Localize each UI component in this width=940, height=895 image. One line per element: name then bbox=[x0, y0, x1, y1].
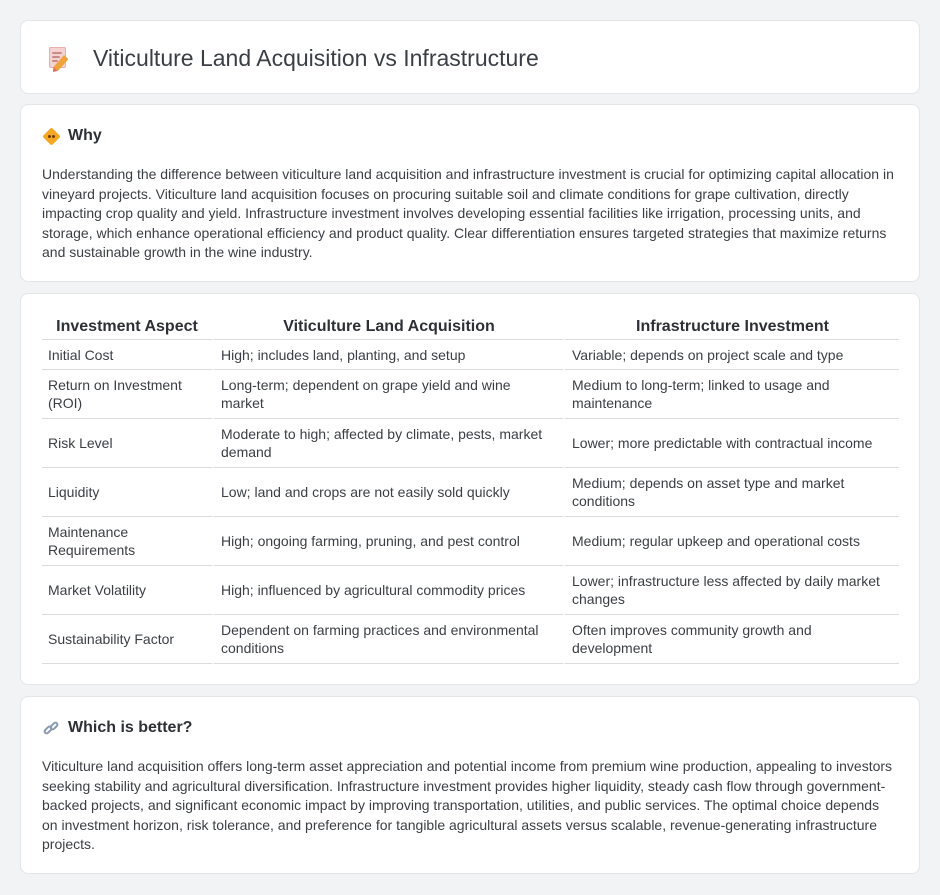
table-row bbox=[42, 370, 899, 419]
table-cell: Medium to long-term; linked to usage and maintenance bbox=[563, 370, 899, 419]
table-row bbox=[42, 566, 899, 615]
better-heading-row bbox=[43, 719, 192, 737]
table-cell: Return on Investment (ROI) bbox=[42, 370, 212, 419]
link-icon bbox=[43, 720, 60, 737]
column-header: Viticulture Land Acquisition bbox=[212, 315, 563, 340]
column-header: Infrastructure Investment bbox=[563, 315, 899, 340]
table-row bbox=[42, 340, 899, 370]
table-row bbox=[42, 419, 899, 468]
table-cell: Liquidity bbox=[42, 468, 212, 517]
comparison-table bbox=[42, 315, 899, 664]
better-text: Viticulture land acquisition offers long-term asset appreciation and potential income from premium wine production, appealing to investors seeking stability and agricultural diversification. Infrastructure investment provides higher liquidity, steady cash flow through government-backed projects, and significant economic impact by improving transportation, utilities, and public services. The optimal choice depends on investment horizon, risk tolerance, and preference for tangible agricultural assets versus scalable, revenue-generating infrastructure projects. bbox=[42, 758, 893, 853]
table-cell: Lower; more predictable with contractual income bbox=[563, 419, 899, 468]
which-is-better-section bbox=[20, 696, 920, 874]
table-cell: High; ongoing farming, pruning, and pest control bbox=[212, 517, 563, 566]
table-row bbox=[42, 517, 899, 566]
header-card bbox=[20, 20, 920, 94]
table-cell: High; includes land, planting, and setup bbox=[212, 340, 563, 370]
table-cell: Variable; depends on project scale and type bbox=[563, 340, 899, 370]
why-heading-row bbox=[43, 127, 102, 145]
table-cell: Maintenance Requirements bbox=[42, 517, 212, 566]
table-cell: Initial Cost bbox=[42, 340, 212, 370]
table-row bbox=[42, 615, 899, 664]
table-cell: Risk Level bbox=[42, 419, 212, 468]
table-cell: Medium; depends on asset type and market conditions bbox=[563, 468, 899, 517]
why-text: Understanding the difference between viticulture land acquisition and infrastructure investment is crucial for optimizing capital allocation in vineyard projects. Viticulture land acquisition focuses on procuring suitable soil and climate conditions for grape cultivation, directly impacting crop quality and yield. Infrastructure investment involves developing essential facilities like irrigation, processing units, and storage, which enhance operational efficiency and product quality. Clear differentiation ensures targeted strategies that maximize returns and sustainable growth in the wine industry. bbox=[42, 166, 894, 261]
table-cell: Lower; infrastructure less affected by daily market changes bbox=[563, 566, 899, 615]
table-cell: Often improves community growth and development bbox=[563, 615, 899, 664]
table-cell: Dependent on farming practices and environmental conditions bbox=[212, 615, 563, 664]
table-cell: Market Volatility bbox=[42, 566, 212, 615]
title-row bbox=[47, 45, 539, 72]
why-section bbox=[20, 104, 920, 282]
document-pencil-icon bbox=[47, 46, 71, 72]
table-cell: Long-term; dependent on grape yield and wine market bbox=[212, 370, 563, 419]
warning-diamond-icon bbox=[43, 128, 60, 145]
table-header-row bbox=[42, 315, 899, 340]
table-cell: Moderate to high; affected by climate, pests, market demand bbox=[212, 419, 563, 468]
comparison-section bbox=[20, 293, 920, 685]
table-row bbox=[42, 468, 899, 517]
table-cell: Low; land and crops are not easily sold quickly bbox=[212, 468, 563, 517]
table-cell: Sustainability Factor bbox=[42, 615, 212, 664]
column-header: Investment Aspect bbox=[42, 315, 212, 340]
page-title: Viticulture Land Acquisition vs Infrastructure bbox=[93, 45, 539, 71]
why-heading: Why bbox=[68, 127, 102, 144]
table-cell: Medium; regular upkeep and operational costs bbox=[563, 517, 899, 566]
better-heading: Which is better? bbox=[68, 719, 193, 736]
table-cell: High; influenced by agricultural commodity prices bbox=[212, 566, 563, 615]
